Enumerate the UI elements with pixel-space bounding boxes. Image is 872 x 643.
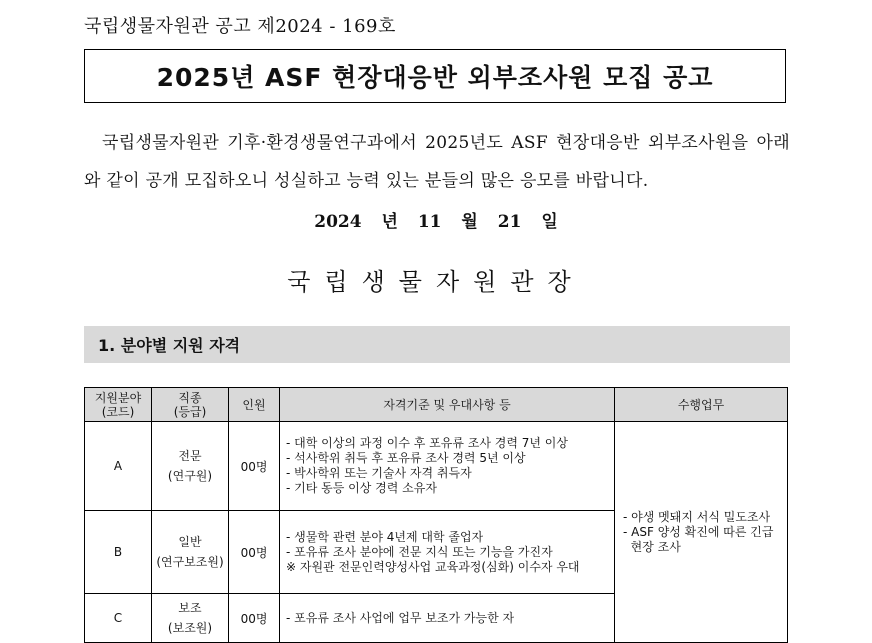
notice-body bbox=[84, 124, 790, 200]
header-duties: 수행업무 bbox=[615, 388, 788, 422]
field-code: C bbox=[85, 594, 152, 643]
job-type: 보조 (보조원) bbox=[152, 594, 229, 643]
header-criteria: 자격기준 및 우대사항 등 bbox=[280, 388, 615, 422]
header-count: 인원 bbox=[229, 388, 280, 422]
table-row bbox=[85, 422, 788, 511]
table-header-row bbox=[85, 388, 788, 422]
criteria-cell: - 대학 이상의 과정 이수 후 포유류 조사 경력 7년 이상 - 석사학위 취득 후 포유류 조사 경력 5년 이상 - 박사학위 또는 기술사 자격 취득자 - 기타 동등 이상 경력 소유자 bbox=[280, 422, 615, 511]
notice-date bbox=[0, 207, 872, 232]
field-code: A bbox=[85, 422, 152, 511]
date-month: 11 월 bbox=[417, 212, 478, 232]
field-code: B bbox=[85, 511, 152, 594]
headcount: 00명 bbox=[229, 511, 280, 594]
headcount: 00명 bbox=[229, 422, 280, 511]
notice-number: 국립생물자원관 공고 제2024 - 169호 bbox=[84, 16, 396, 37]
header-job: 직종 (등급) bbox=[152, 388, 229, 422]
notice-title: 2025년 ASF 현장대응반 외부조사원 모집 공고 bbox=[84, 49, 786, 103]
issuer-name: 국립생물자원관장 bbox=[287, 268, 585, 296]
date-day: 21 일 bbox=[497, 212, 558, 232]
criteria-cell: - 생물학 관련 분야 4년제 대학 졸업자 - 포유류 조사 분야에 전문 지식 또는 기능을 가진자 ※ 자원관 전문인력양성사업 교육과정(심화) 이수자 우대 bbox=[280, 511, 615, 594]
headcount: 00명 bbox=[229, 594, 280, 643]
date-year: 2024 년 bbox=[314, 212, 398, 232]
header-field: 지원분야 (코드) bbox=[85, 388, 152, 422]
duties-cell: - 야생 멧돼지 서식 밀도조사 - ASF 양성 확진에 따른 긴급 현장 조사 bbox=[615, 422, 788, 643]
notice-body-text: 국립생물자원관 기후·환경생물연구과에서 2025년도 ASF 현장대응반 외부조사원을 아래와 같이 공개 모집하오니 성실하고 능력 있는 분들의 많은 응모를 바랍니다. bbox=[84, 133, 790, 191]
section-heading: 1. 분야별 지원 자격 bbox=[84, 326, 790, 363]
qualification-table bbox=[84, 387, 788, 643]
job-type: 일반 (연구보조원) bbox=[152, 511, 229, 594]
job-type: 전문 (연구원) bbox=[152, 422, 229, 511]
criteria-cell: - 포유류 조사 사업에 업무 보조가 가능한 자 bbox=[280, 594, 615, 643]
